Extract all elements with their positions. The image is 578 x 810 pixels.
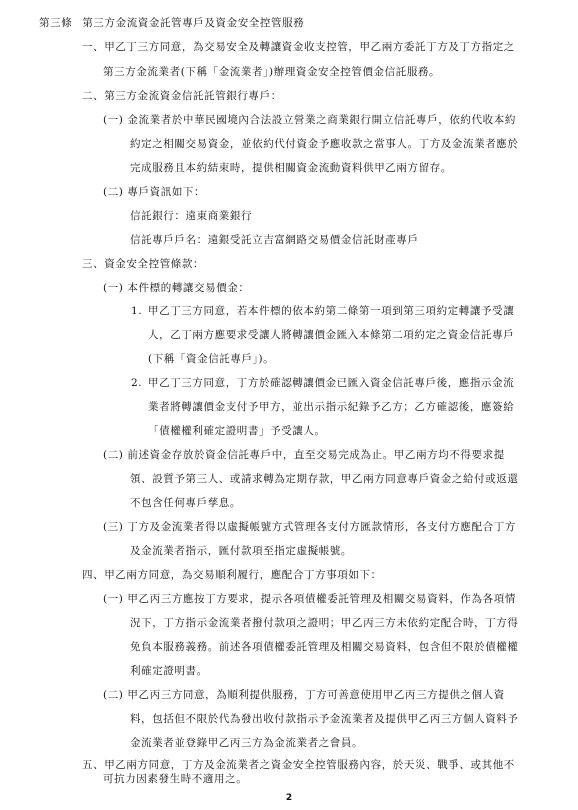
clause-3-2-line-1: (二) 前述資金存放於資金信託專戶中，直至交易完成為止。甲乙兩方均不得要求提 xyxy=(103,449,505,461)
clause-2-1-line-2: 約定之相關交易資金，並依約代付資金予應收款之當事人。丁方及金流業者應於 xyxy=(130,138,519,150)
clause-4-2-line-1: (二) 甲乙丙三方同意，為順利提供服務，丁方可善意使用甲乙丙三方提供之個人資 xyxy=(103,689,505,701)
item-2-number: 2. xyxy=(131,377,143,389)
item-1-line-1: 甲乙丁三方同意，若本件標的依本約第二條第一項到第三項約定轉讓予受讓 xyxy=(148,305,515,317)
clause-2-1-line-3: 完成服務且本約結束時，提供相關資金流動資料供甲乙兩方留存。 xyxy=(130,162,452,174)
clause-4-1-line-2: 況下，丁方指示金流業者撥付款項之證明；甲乙丙三方未依約定配合時，丁方得 xyxy=(130,617,519,629)
item-2-line-1: 甲乙丁三方同意，丁方於確認轉讓價金已匯入資金信託專戶後，應指示金流 xyxy=(148,377,515,389)
article-title: 第三方金流資金託管專戶及資金安全控管服務 xyxy=(82,17,305,29)
item-2-line-2: 業者將轉讓價金支付予甲方，並出示指示紀錄予乙方；乙方確認後，應簽給 xyxy=(148,401,515,413)
clause-3-2-line-3: 不包含任何專戶孳息。 xyxy=(130,497,241,509)
trust-bank-line: 信託銀行：遠東商業銀行 xyxy=(130,210,253,222)
clause-2-2-line-1: (二) 專戶資訊如下： xyxy=(103,186,206,198)
item-2-line-3: 「債權權利確定證明書」予受讓人。 xyxy=(148,425,326,437)
article-heading xyxy=(39,16,304,30)
item-1-line-3: (下稱「資金信託專戶」)。 xyxy=(148,353,275,365)
page-number: 2 xyxy=(285,793,293,803)
clause-3-heading: 三、資金安全控管條款： xyxy=(82,258,205,270)
clause-4-2-line-3: 金流業者並登錄甲乙丙三方為金流業者之會員。 xyxy=(130,737,364,749)
clause-2-heading: 二、第三方金流資金信託託管銀行專戶： xyxy=(82,90,282,102)
trust-account-name-line: 信託專戶戶名：遠銀受託立吉富網路交易價金信託財產專戶 xyxy=(130,234,419,246)
article-number: 第三條 xyxy=(39,17,73,29)
clause-5-line-2: 可抗力因素發生時不適用之。 xyxy=(103,773,248,785)
clause-3-2-line-2: 領、設質予第三人、或請求轉為定期存款，甲乙兩方同意專戶資金之給付或返還 xyxy=(130,473,519,485)
clause-3-1-heading: (一) 本件標的轉讓交易價金： xyxy=(103,282,250,294)
clause-4-2-line-2: 料，包括但不限於代為發出收付款指示予金流業者及提供甲乙丙三方個人資料予 xyxy=(130,713,519,725)
clause-4-heading: 四、甲乙兩方同意，為交易順利履行，應配合丁方事項如下： xyxy=(82,569,382,581)
clause-3-3-line-1: (三) 丁方及金流業者得以虛擬帳號方式管理各支付方匯款情形，各支付方應配合丁方 xyxy=(103,521,516,533)
clause-4-1-line-1: (一) 甲乙丙三方應按丁方要求，提示各項債權委託管理及相關交易資料，作為各項情 xyxy=(103,593,516,605)
clause-3-3-line-2: 及金流業者指示，匯付款項至指定虛擬帳號。 xyxy=(130,545,352,557)
clause-1-line-1: 一、甲乙丁三方同意，為交易安全及轉讓資金收支控管，甲乙兩方委託丁方及丁方指定之 xyxy=(82,41,515,53)
clause-1-line-2: 第三方金流業者(下稱「金流業者」)辦理資金安全控管價金信託服務。 xyxy=(103,66,441,78)
clause-5-line-1: 五、甲乙兩方同意，丁方及金流業者之資金安全控管服務內容，於天災、戰爭、或其他不 xyxy=(82,759,515,771)
clause-4-1-line-4: 利確定證明書。 xyxy=(130,665,208,677)
item-1-line-2: 人，乙丁兩方應要求受讓人將轉讓價金匯入本條第二項約定之資金信託專戶 xyxy=(148,329,515,341)
clause-2-1-line-1: (一) 金流業者於中華民國境內合法設立營業之商業銀行開立信託專戶，依約代收本約 xyxy=(103,114,516,126)
item-1-number: 1. xyxy=(131,305,143,317)
clause-4-1-line-3: 免負本服務義務。前述各項債權委託管理及相關交易資料，包含但不限於債權權 xyxy=(130,641,519,653)
